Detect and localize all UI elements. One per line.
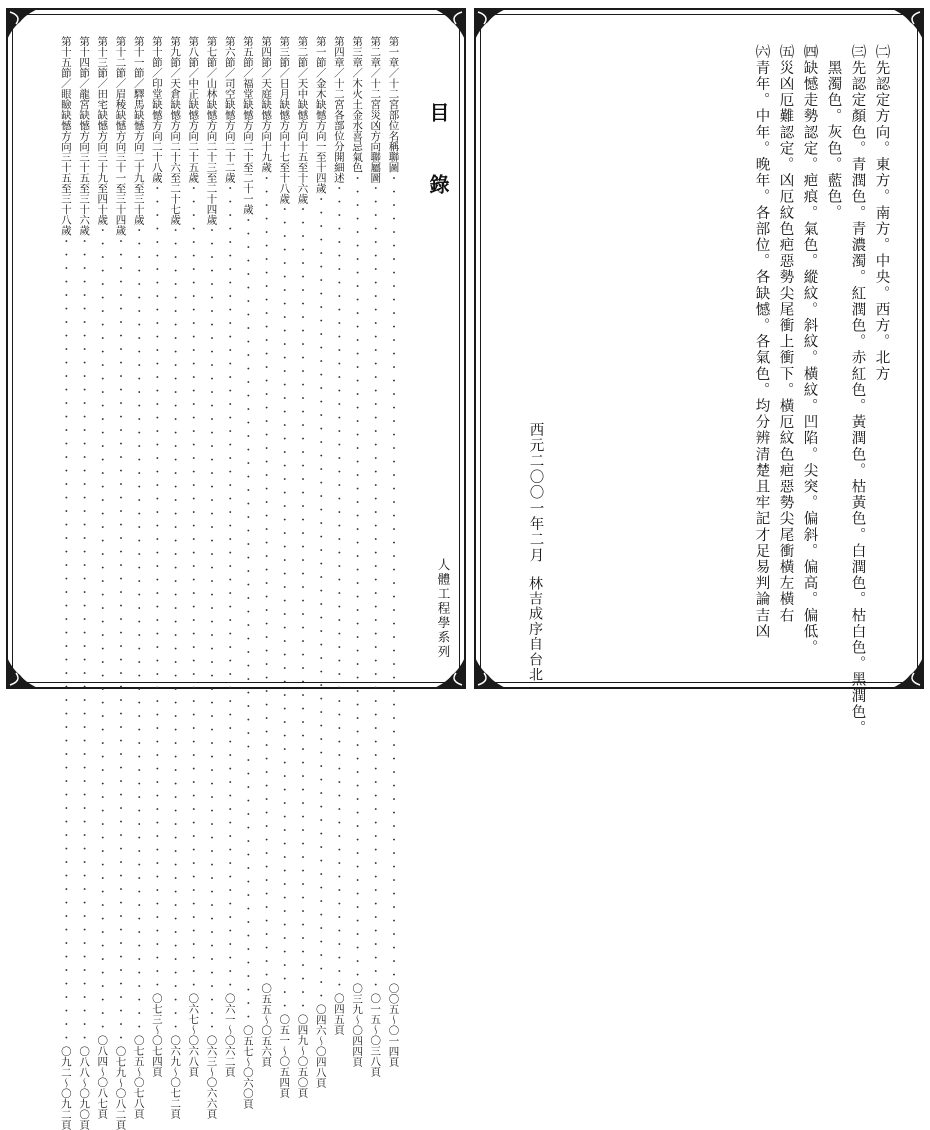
toc-entry	[150, 36, 163, 1077]
preface-paragraph-3-cont: 黑濁色。灰色。藍色。	[825, 60, 842, 221]
toc-entry	[114, 36, 127, 1130]
toc-leader-dots: ・・・・・・・・・・・・・・・・・・・・・・・・・・・・・・・・・・・・・・・・・・・・・・・・・・・・・・・・・・・・	[96, 225, 109, 1035]
toc-entry	[296, 36, 309, 1098]
toc-entry	[205, 36, 218, 1119]
toc-entry	[78, 36, 91, 1130]
toc-entry-page: 〇八四〜〇八七頁	[96, 1035, 109, 1119]
toc-entry-page: 〇六九〜〇七二頁	[169, 1035, 182, 1119]
preface-date: 西元二〇〇一年二月	[527, 422, 544, 564]
toc-leader-dots: ・・・・・・・・・・・・・・・・・・・・・・・・・・・・・・・・・・・・・・・・・・・・・・・・・・・・・・・・・・・・	[223, 183, 236, 993]
preface-paragraph-6: ㈥青年。中年。晚年。各部位。各缺憾。各氣色。均分辨清楚且牢記才足易判論吉凶	[753, 44, 770, 640]
toc-entry-page: 〇六三〜〇六六頁	[205, 1035, 218, 1119]
toc-entry	[169, 36, 182, 1119]
toc-entry-title: 第十三節／田宅缺憾方向三十九至四十歲	[96, 36, 109, 225]
toc-entry-title: 第十一節／驛馬缺憾方向二十九至三十歲	[132, 36, 145, 225]
corner-ornament-top-left	[6, 8, 40, 42]
toc-entry-title: 第二節／天中缺憾方向十五至十六歲	[296, 36, 309, 204]
toc-entry	[314, 36, 327, 1088]
toc-leader-dots: ・・・・・・・・・・・・・・・・・・・・・・・・・・・・・・・・・・・・・・・・・・・・・・・・・・・・・・・・・・・・	[205, 225, 218, 1035]
toc-entry	[187, 36, 200, 1077]
toc-entry-title: 第三章／木火土金水喜忌氣色	[351, 36, 364, 173]
toc-entry-title: 第十節／印堂缺憾方向二十八歲	[150, 36, 163, 183]
toc-leader-dots: ・・・・・・・・・・・・・・・・・・・・・・・・・・・・・・・・・・・・・・・・・・・・・・・・・・・・・・・・・・・・	[169, 225, 182, 1035]
toc-entry-title: 第四章／十二宮各部位分開細述	[332, 36, 345, 183]
toc-entry-page: 〇五一〜〇五四頁	[278, 1014, 291, 1098]
toc-entry-title: 第十二節／眉稜缺憾方向三十一至三十四歲	[114, 36, 127, 236]
toc-entry	[278, 36, 291, 1098]
toc-entry-title: 第十四節／龍宮缺憾方向三十五至三十六歲	[78, 36, 91, 236]
toc-entry	[223, 36, 236, 1077]
toc-entry	[241, 36, 254, 1109]
toc-entry-page: 〇五五〜〇五六頁	[260, 982, 273, 1067]
toc-entry-title: 第五節／福堂缺憾方向二十至二十一歲	[241, 36, 254, 215]
toc-entry-title: 第一章／十二宮部位名稱聯圖	[387, 36, 400, 173]
toc-entry	[369, 36, 382, 1077]
corner-ornament-bottom-right	[890, 655, 924, 689]
toc-entry-page: 〇四五頁	[332, 993, 345, 1035]
toc-leader-dots: ・・・・・・・・・・・・・・・・・・・・・・・・・・・・・・・・・・・・・・・・・・・・・・・・・・・・・・・・・・・・	[187, 183, 200, 993]
toc-leader-dots: ・・・・・・・・・・・・・・・・・・・・・・・・・・・・・・・・・・・・・・・・・・・・・・・・・・・・・・・・・・・・	[351, 172, 364, 983]
toc-entry	[260, 36, 273, 1067]
toc-entry-title: 第六節／司空缺憾方向二十二歲	[223, 36, 236, 183]
toc-entry	[96, 36, 109, 1119]
preface-paragraph-4: ㈣缺憾走勢認定。疤痕。氣色。縱紋。斜紋。橫紋。凹陷。尖突。偏斜。偏高。偏低。	[801, 44, 818, 656]
series-label: 人體工程學系列	[436, 558, 451, 660]
toc-leader-dots: ・・・・・・・・・・・・・・・・・・・・・・・・・・・・・・・・・・・・・・・・・・・・・・・・・・・・・・・・・・・・	[369, 183, 382, 993]
toc-entry-page: 〇七九〜〇八二頁	[114, 1045, 127, 1130]
toc-leader-dots: ・・・・・・・・・・・・・・・・・・・・・・・・・・・・・・・・・・・・・・・・・・・・・・・・・・・・・・・・・・・・	[114, 235, 127, 1046]
toc-leader-dots: ・・・・・・・・・・・・・・・・・・・・・・・・・・・・・・・・・・・・・・・・・・・・・・・・・・・・・・・・・・・・	[314, 193, 327, 1004]
toc-entry-page: 〇七三〜〇七四頁	[150, 993, 163, 1077]
toc-entry-page: 〇七五〜〇七八頁	[132, 1035, 145, 1119]
corner-ornament-bottom-left	[474, 655, 508, 689]
toc-entry	[132, 36, 145, 1119]
toc-leader-dots: ・・・・・・・・・・・・・・・・・・・・・・・・・・・・・・・・・・・・・・・・・・・・・・・・・・・・・・・・・・・・	[260, 172, 273, 983]
toc-entry	[59, 36, 72, 1130]
preface-paragraph-5: ㈤災凶厄難認定。凶厄紋色疤惡勢尖尾衝上衝下。橫厄紋色疤惡勢尖尾衝橫左橫右	[777, 44, 794, 624]
toc-entry-title: 第九節／天倉缺憾方向二十六至二十七歲	[169, 36, 182, 225]
corner-ornament-top-right	[432, 8, 466, 42]
toc-entry-page: 〇九二〜〇九二頁	[59, 1045, 72, 1130]
toc-entry	[332, 36, 345, 1035]
toc-entry-title: 第七節／山林缺憾方向二十三至二十四歲	[205, 36, 218, 225]
corner-ornament-top-right	[890, 8, 924, 42]
corner-ornament-bottom-left	[6, 655, 40, 689]
toc-entry-page: 〇八八〜〇九〇頁	[78, 1045, 91, 1130]
toc-entry-page: 〇四六〜〇四八頁	[314, 1003, 327, 1088]
preface-paragraph-3: ㈢先認定顏色。青潤色。青濃濁。紅潤色。赤紅色。黃潤色。枯黃色。白潤色。枯白色。黑潤色。	[849, 44, 866, 737]
toc-entry-title: 第四節／天庭缺憾方向十九歲	[260, 36, 273, 173]
corner-ornament-top-left	[474, 8, 508, 42]
toc-entry	[387, 36, 400, 1067]
preface-author: 林吉成序自台北	[527, 576, 543, 683]
corner-ornament-bottom-right	[432, 655, 466, 689]
toc-leader-dots: ・・・・・・・・・・・・・・・・・・・・・・・・・・・・・・・・・・・・・・・・・・・・・・・・・・・・・・・・・・・・	[278, 204, 291, 1014]
toc-entry-title: 第八節／中正缺憾方向二十五歲	[187, 36, 200, 183]
toc-entry-page: 〇六七〜〇六八頁	[187, 993, 200, 1077]
toc-entry-page: 〇五七〜〇六〇頁	[241, 1024, 254, 1109]
toc-entry-page: 〇三九〜〇四四頁	[351, 982, 364, 1067]
left-page	[6, 8, 466, 1130]
toc-entry-page: 〇〇五〜〇一四頁	[387, 982, 400, 1067]
toc-leader-dots: ・・・・・・・・・・・・・・・・・・・・・・・・・・・・・・・・・・・・・・・・・・・・・・・・・・・・・・・・・・・・	[241, 214, 254, 1025]
toc-leader-dots: ・・・・・・・・・・・・・・・・・・・・・・・・・・・・・・・・・・・・・・・・・・・・・・・・・・・・・・・・・・・・	[78, 235, 91, 1046]
toc-leader-dots: ・・・・・・・・・・・・・・・・・・・・・・・・・・・・・・・・・・・・・・・・・・・・・・・・・・・・・・・・・・・・	[150, 183, 163, 993]
toc-leader-dots: ・・・・・・・・・・・・・・・・・・・・・・・・・・・・・・・・・・・・・・・・・・・・・・・・・・・・・・・・・・・・	[332, 183, 345, 993]
preface-paragraph-2: ㈡先認定方向。東方。南方。中央。西方。北方	[873, 44, 890, 383]
toc-entry-title: 第十五節／眼瞼缺憾方向三十五至三十八歲	[59, 36, 72, 236]
toc-entry-page: 〇一五〜〇三八頁	[369, 993, 382, 1077]
toc-leader-dots: ・・・・・・・・・・・・・・・・・・・・・・・・・・・・・・・・・・・・・・・・・・・・・・・・・・・・・・・・・・・・	[296, 204, 309, 1014]
toc-entry-page: 〇四九〜〇五〇頁	[296, 1014, 309, 1098]
right-page	[474, 8, 924, 737]
toc-entry-title: 第二章／十二宮災凶方向聯屬圖	[369, 36, 382, 183]
toc-entry	[351, 36, 364, 1067]
toc-entry-title: 第一節／金木缺憾方向一至十四歲	[314, 36, 327, 194]
toc-leader-dots: ・・・・・・・・・・・・・・・・・・・・・・・・・・・・・・・・・・・・・・・・・・・・・・・・・・・・・・・・・・・・	[132, 225, 145, 1035]
toc-heading: 目 錄	[426, 102, 450, 208]
toc-entry-title: 第三節／日月缺憾方向十七至十八歲	[278, 36, 291, 204]
toc-entry-page: 〇六一〜〇六二頁	[223, 993, 236, 1077]
toc-leader-dots: ・・・・・・・・・・・・・・・・・・・・・・・・・・・・・・・・・・・・・・・・・・・・・・・・・・・・・・・・・・・・	[59, 235, 72, 1046]
toc-leader-dots: ・・・・・・・・・・・・・・・・・・・・・・・・・・・・・・・・・・・・・・・・・・・・・・・・・・・・・・・・・・・・	[387, 172, 400, 983]
